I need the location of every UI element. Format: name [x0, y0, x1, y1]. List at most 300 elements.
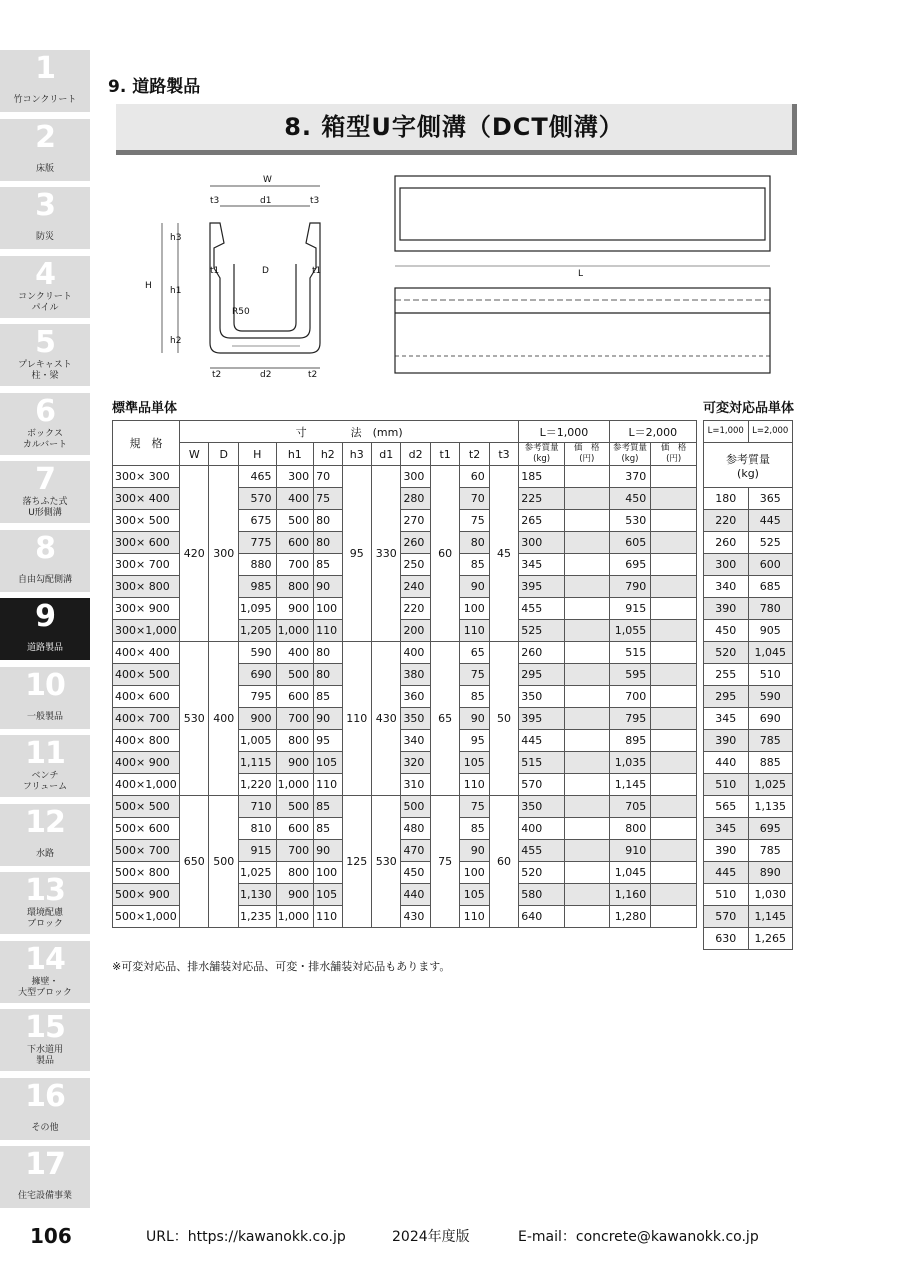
table-cell: 700 — [276, 840, 314, 862]
table-cell: 630 — [704, 928, 749, 950]
table-cell: 265 — [519, 510, 565, 532]
label-h2: h2 — [170, 336, 182, 346]
price-cell — [564, 774, 609, 796]
table-cell: 80 — [314, 510, 342, 532]
table-row — [704, 796, 793, 818]
sidebar-tab-3[interactable] — [0, 187, 90, 249]
table-cell: 900 — [238, 708, 276, 730]
table-cell: 100 — [314, 862, 342, 884]
table-cell: 400×1,000 — [113, 774, 180, 796]
table-cell: 300 — [276, 466, 314, 488]
table-cell: 390 — [704, 840, 749, 862]
table-cell: 1,135 — [748, 796, 793, 818]
title-bar — [116, 104, 797, 155]
table-cell: 90 — [314, 840, 342, 862]
table-cell: 445 — [519, 730, 565, 752]
sidebar-tab-1[interactable] — [0, 50, 90, 112]
sidebar-tab-number: 3 — [35, 188, 55, 223]
table-cell: 1,035 — [609, 752, 651, 774]
table-cell: 1,055 — [609, 620, 651, 642]
table-cell-merged: 330 — [371, 466, 400, 642]
footer-url: URL：https://kawanokk.co.jp — [146, 1229, 346, 1245]
table-cell: 400 — [276, 488, 314, 510]
table-cell: 80 — [460, 532, 489, 554]
table-cell: 590 — [238, 642, 276, 664]
table-row — [113, 796, 697, 818]
table-cell: 500× 600 — [113, 818, 180, 840]
table-cell: 695 — [609, 554, 651, 576]
sidebar-tab-number: 9 — [35, 599, 55, 634]
caption-standard: 標準品単体 — [112, 401, 178, 416]
table-row — [704, 598, 793, 620]
table-cell: 1,045 — [748, 642, 793, 664]
table-cell-merged: 400 — [209, 642, 238, 796]
sidebar-tab-11[interactable] — [0, 735, 90, 797]
footnote: ※可変対応品、排水舗装対応品、可変・排水舗装対応品もあります。 — [112, 960, 451, 973]
sidebar-tab-number: 14 — [25, 941, 65, 977]
table-cell: 1,025 — [238, 862, 276, 884]
table-cell: 240 — [401, 576, 430, 598]
var-header-L1000: L=1,000 — [704, 421, 749, 443]
table-cell: 565 — [704, 796, 749, 818]
price-cell — [564, 642, 609, 664]
table-cell: 110 — [460, 774, 489, 796]
table-cell: 470 — [401, 840, 430, 862]
table-cell: 75 — [314, 488, 342, 510]
table-row — [704, 752, 793, 774]
sidebar-tab-9[interactable] — [0, 598, 90, 660]
table-cell: 400 — [276, 642, 314, 664]
price-cell — [651, 598, 697, 620]
price-cell — [651, 862, 697, 884]
table-cell: 300×1,000 — [113, 620, 180, 642]
table-cell: 85 — [460, 686, 489, 708]
table-cell: 785 — [748, 730, 793, 752]
sidebar-tab-6[interactable] — [0, 393, 90, 455]
product-diagram — [110, 168, 780, 383]
table-cell: 895 — [609, 730, 651, 752]
sidebar-tab-number: 12 — [25, 804, 65, 840]
price-cell — [651, 796, 697, 818]
header-price-1000: 価 格 (円) — [564, 443, 609, 466]
price-cell — [651, 664, 697, 686]
sidebar-tab-7[interactable] — [0, 461, 90, 523]
table-cell: 105 — [314, 884, 342, 906]
table-row — [704, 730, 793, 752]
table-cell: 640 — [519, 906, 565, 928]
table-cell: 915 — [609, 598, 651, 620]
table-cell: 70 — [460, 488, 489, 510]
sidebar-tab-label: ボックス カルバート — [22, 428, 68, 450]
sidebar-tab-label: 住宅設備事業 — [17, 1191, 72, 1201]
table-cell: 300× 600 — [113, 532, 180, 554]
table-cell: 340 — [401, 730, 430, 752]
sidebar-tab-number: 15 — [25, 1010, 65, 1045]
price-cell — [564, 598, 609, 620]
table-cell: 500× 500 — [113, 796, 180, 818]
price-cell — [564, 730, 609, 752]
table-cell: 595 — [609, 664, 651, 686]
standard-spec-table — [112, 420, 697, 928]
price-cell — [564, 554, 609, 576]
table-row — [113, 466, 697, 488]
table-cell: 465 — [238, 466, 276, 488]
table-cell: 500× 800 — [113, 862, 180, 884]
sidebar-tab-label: その他 — [31, 1122, 59, 1133]
label-t1-right: t1 — [312, 266, 322, 276]
table-cell: 370 — [609, 466, 651, 488]
sidebar-tab-label: 一般製品 — [26, 711, 63, 722]
table-cell: 295 — [519, 664, 565, 686]
sidebar-tab-number: 13 — [25, 873, 65, 908]
table-cell: 440 — [401, 884, 430, 906]
table-cell: 90 — [314, 576, 342, 598]
table-cell: 450 — [609, 488, 651, 510]
table-cell: 90 — [460, 576, 489, 598]
table-cell: 600 — [276, 532, 314, 554]
table-cell: 1,220 — [238, 774, 276, 796]
table-cell: 785 — [748, 840, 793, 862]
table-cell: 1,000 — [276, 620, 314, 642]
table-cell: 900 — [276, 884, 314, 906]
col-header-t1: t1 — [430, 443, 459, 466]
price-cell — [564, 906, 609, 928]
sidebar-tab-label: 竹コンクリート — [13, 95, 77, 105]
table-cell: 395 — [519, 708, 565, 730]
label-d2: d2 — [260, 370, 272, 380]
table-cell: 1,000 — [276, 774, 314, 796]
label-R50: R50 — [232, 307, 250, 317]
table-cell: 520 — [519, 862, 565, 884]
price-cell — [564, 840, 609, 862]
section-label: 9. 道路製品 — [108, 77, 201, 97]
price-cell — [651, 906, 697, 928]
table-cell: 910 — [609, 840, 651, 862]
price-cell — [564, 532, 609, 554]
table-cell: 430 — [401, 906, 430, 928]
table-cell-merged: 420 — [180, 466, 209, 642]
sidebar-tab-15[interactable] — [0, 1009, 90, 1071]
table-cell: 390 — [704, 730, 749, 752]
table-cell: 185 — [519, 466, 565, 488]
table-cell: 225 — [519, 488, 565, 510]
table-cell: 220 — [401, 598, 430, 620]
table-row — [704, 906, 793, 928]
price-cell — [651, 466, 697, 488]
table-cell: 295 — [704, 686, 749, 708]
table-cell: 700 — [276, 554, 314, 576]
table-cell: 70 — [314, 466, 342, 488]
table-cell: 885 — [748, 752, 793, 774]
table-cell: 105 — [314, 752, 342, 774]
table-row — [113, 642, 697, 664]
table-cell: 1,025 — [748, 774, 793, 796]
table-cell: 345 — [519, 554, 565, 576]
price-cell — [564, 796, 609, 818]
table-cell: 85 — [314, 686, 342, 708]
table-cell: 260 — [704, 532, 749, 554]
col-header-W: W — [180, 443, 209, 466]
table-cell: 400× 500 — [113, 664, 180, 686]
col-header-h1: h1 — [276, 443, 314, 466]
table-row — [704, 686, 793, 708]
sidebar-tab-number: 16 — [25, 1078, 65, 1114]
table-cell: 1,235 — [238, 906, 276, 928]
col-header-t2: t2 — [460, 443, 489, 466]
footer-edition: 2024年度版 — [392, 1229, 470, 1245]
price-cell — [564, 488, 609, 510]
table-cell: 570 — [519, 774, 565, 796]
table-cell: 1,145 — [609, 774, 651, 796]
price-cell — [564, 818, 609, 840]
table-cell: 695 — [748, 818, 793, 840]
sidebar-tab-16[interactable] — [0, 1078, 90, 1140]
sidebar-tab-13[interactable] — [0, 872, 90, 934]
label-t3-left: t3 — [210, 196, 220, 206]
table-cell: 590 — [748, 686, 793, 708]
header-dims: 寸 法 (mm) — [180, 421, 519, 443]
label-h1: h1 — [170, 286, 182, 296]
sidebar-tab-label: 環境配慮 ブロック — [26, 908, 63, 929]
price-cell — [564, 664, 609, 686]
table-cell: 345 — [704, 708, 749, 730]
caption-variable: 可変対応品単体 — [703, 401, 795, 416]
table-cell-merged: 45 — [489, 466, 518, 642]
header-price-2000: 価 格 (円) — [651, 443, 697, 466]
table-cell: 1,030 — [748, 884, 793, 906]
table-cell: 570 — [238, 488, 276, 510]
table-cell: 390 — [704, 598, 749, 620]
sidebar-tab-number: 5 — [35, 325, 55, 360]
table-cell: 400× 700 — [113, 708, 180, 730]
table-row — [704, 840, 793, 862]
col-header-t3: t3 — [489, 443, 518, 466]
page-number: 106 — [30, 1224, 72, 1248]
sidebar-tab-label: 床版 — [35, 163, 54, 174]
label-h3: h3 — [170, 233, 182, 243]
table-cell: 795 — [609, 708, 651, 730]
table-cell: 480 — [401, 818, 430, 840]
table-cell: 60 — [460, 466, 489, 488]
table-cell: 500 — [276, 664, 314, 686]
table-cell: 1,095 — [238, 598, 276, 620]
table-cell: 685 — [748, 576, 793, 598]
table-cell: 365 — [748, 488, 793, 510]
price-cell — [651, 840, 697, 862]
table-cell-merged: 60 — [430, 466, 459, 642]
sidebar-tab-number: 8 — [35, 530, 55, 566]
price-cell — [651, 532, 697, 554]
table-cell: 800 — [276, 862, 314, 884]
price-cell — [651, 488, 697, 510]
price-cell — [564, 466, 609, 488]
sidebar-tab-8[interactable] — [0, 530, 90, 592]
table-cell: 380 — [401, 664, 430, 686]
sidebar-tab-5[interactable] — [0, 324, 90, 386]
table-cell-merged: 530 — [180, 642, 209, 796]
table-cell-merged: 125 — [342, 796, 371, 928]
sidebar-tab-number: 6 — [35, 393, 55, 429]
table-cell: 400× 600 — [113, 686, 180, 708]
table-cell: 180 — [704, 488, 749, 510]
sidebar-tab-17[interactable] — [0, 1146, 90, 1208]
table-row — [704, 884, 793, 906]
table-cell: 110 — [460, 906, 489, 928]
table-cell-merged: 60 — [489, 796, 518, 928]
table-cell: 605 — [609, 532, 651, 554]
table-cell: 90 — [314, 708, 342, 730]
price-cell — [651, 554, 697, 576]
table-cell: 300 — [401, 466, 430, 488]
sidebar-tab-number: 2 — [35, 119, 55, 155]
page-title: 8. 箱型U字側溝（DCT側溝） — [284, 113, 624, 141]
sidebar-tab-10[interactable] — [0, 667, 90, 729]
label-W: W — [263, 175, 272, 185]
price-cell — [651, 708, 697, 730]
sidebar-tab-number: 17 — [25, 1147, 65, 1182]
table-cell: 450 — [704, 620, 749, 642]
table-cell: 440 — [704, 752, 749, 774]
table-cell: 110 — [314, 906, 342, 928]
price-cell — [564, 884, 609, 906]
table-cell: 100 — [314, 598, 342, 620]
col-header-d2: d2 — [401, 443, 430, 466]
table-cell: 500 — [276, 796, 314, 818]
header-weight-2000: 参考質量 (kg) — [609, 443, 651, 466]
table-cell: 790 — [609, 576, 651, 598]
table-cell-merged: 50 — [489, 642, 518, 796]
sidebar-tab-number: 1 — [35, 51, 55, 86]
sidebar-tab-label: 落ちふた式 U形側溝 — [22, 497, 68, 518]
table-cell: 400× 800 — [113, 730, 180, 752]
price-cell — [651, 730, 697, 752]
price-cell — [564, 620, 609, 642]
table-cell: 1,160 — [609, 884, 651, 906]
table-cell: 1,265 — [748, 928, 793, 950]
table-row — [704, 862, 793, 884]
table-cell: 270 — [401, 510, 430, 532]
table-cell: 80 — [314, 642, 342, 664]
table-cell: 400 — [401, 642, 430, 664]
table-row — [704, 576, 793, 598]
table-cell: 200 — [401, 620, 430, 642]
table-cell: 95 — [314, 730, 342, 752]
table-cell-merged: 430 — [371, 642, 400, 796]
table-cell: 900 — [276, 598, 314, 620]
table-row — [704, 774, 793, 796]
label-L: L — [578, 269, 584, 279]
price-cell — [651, 884, 697, 906]
price-cell — [651, 642, 697, 664]
table-cell: 500×1,000 — [113, 906, 180, 928]
col-header-H: H — [238, 443, 276, 466]
table-cell: 710 — [238, 796, 276, 818]
table-cell: 95 — [460, 730, 489, 752]
col-header-D: D — [209, 443, 238, 466]
variable-spec-table — [703, 420, 793, 950]
table-cell: 780 — [748, 598, 793, 620]
table-cell: 350 — [401, 708, 430, 730]
table-cell: 1,130 — [238, 884, 276, 906]
var-header-weight: 参考質量 (kg) — [704, 443, 793, 488]
sidebar-tab-4[interactable] — [0, 256, 90, 318]
table-cell-merged: 650 — [180, 796, 209, 928]
table-cell: 400× 400 — [113, 642, 180, 664]
sidebar-tab-label: 防災 — [35, 232, 54, 242]
price-cell — [564, 708, 609, 730]
table-cell: 255 — [704, 664, 749, 686]
table-cell: 445 — [704, 862, 749, 884]
table-row — [704, 488, 793, 510]
sidebar-tab-2[interactable] — [0, 119, 90, 181]
table-cell: 220 — [704, 510, 749, 532]
table-cell: 500 — [276, 510, 314, 532]
price-cell — [564, 576, 609, 598]
table-cell: 700 — [276, 708, 314, 730]
table-cell: 1,005 — [238, 730, 276, 752]
table-cell: 300× 500 — [113, 510, 180, 532]
table-cell: 85 — [314, 554, 342, 576]
table-cell: 525 — [519, 620, 565, 642]
table-row — [704, 554, 793, 576]
header-weight-1000: 参考質量 (kg) — [519, 443, 565, 466]
label-H: H — [145, 281, 152, 291]
header-spec: 規 格 — [113, 421, 180, 466]
label-d1: d1 — [260, 196, 272, 206]
var-header-L2000: L=2,000 — [748, 421, 793, 443]
table-cell: 500× 700 — [113, 840, 180, 862]
table-cell: 260 — [519, 642, 565, 664]
table-cell: 300× 400 — [113, 488, 180, 510]
table-cell: 105 — [460, 752, 489, 774]
table-cell: 1,000 — [276, 906, 314, 928]
footer-email: E-mail：concrete@kawanokk.co.jp — [518, 1229, 759, 1245]
table-cell: 350 — [519, 686, 565, 708]
table-cell: 85 — [314, 818, 342, 840]
price-cell — [651, 620, 697, 642]
sidebar-tab-12[interactable] — [0, 804, 90, 866]
price-cell — [564, 686, 609, 708]
table-cell: 80 — [314, 532, 342, 554]
table-cell: 300× 900 — [113, 598, 180, 620]
price-cell — [651, 686, 697, 708]
sidebar-tab-14[interactable] — [0, 941, 90, 1003]
table-cell: 500× 900 — [113, 884, 180, 906]
table-cell: 690 — [238, 664, 276, 686]
table-cell: 510 — [704, 774, 749, 796]
table-cell: 100 — [460, 598, 489, 620]
label-t2-right: t2 — [308, 370, 318, 380]
table-cell: 810 — [238, 818, 276, 840]
table-cell: 570 — [704, 906, 749, 928]
table-cell: 705 — [609, 796, 651, 818]
table-cell-merged: 65 — [430, 642, 459, 796]
table-cell: 80 — [314, 664, 342, 686]
table-cell: 110 — [314, 774, 342, 796]
table-cell: 515 — [609, 642, 651, 664]
table-cell: 310 — [401, 774, 430, 796]
table-cell: 105 — [460, 884, 489, 906]
table-cell: 100 — [460, 862, 489, 884]
table-cell: 455 — [519, 598, 565, 620]
table-row — [704, 928, 793, 950]
price-cell — [651, 510, 697, 532]
table-cell: 250 — [401, 554, 430, 576]
price-cell — [564, 752, 609, 774]
table-cell: 1,145 — [748, 906, 793, 928]
sidebar-tab-number: 11 — [25, 736, 65, 771]
table-cell: 280 — [401, 488, 430, 510]
